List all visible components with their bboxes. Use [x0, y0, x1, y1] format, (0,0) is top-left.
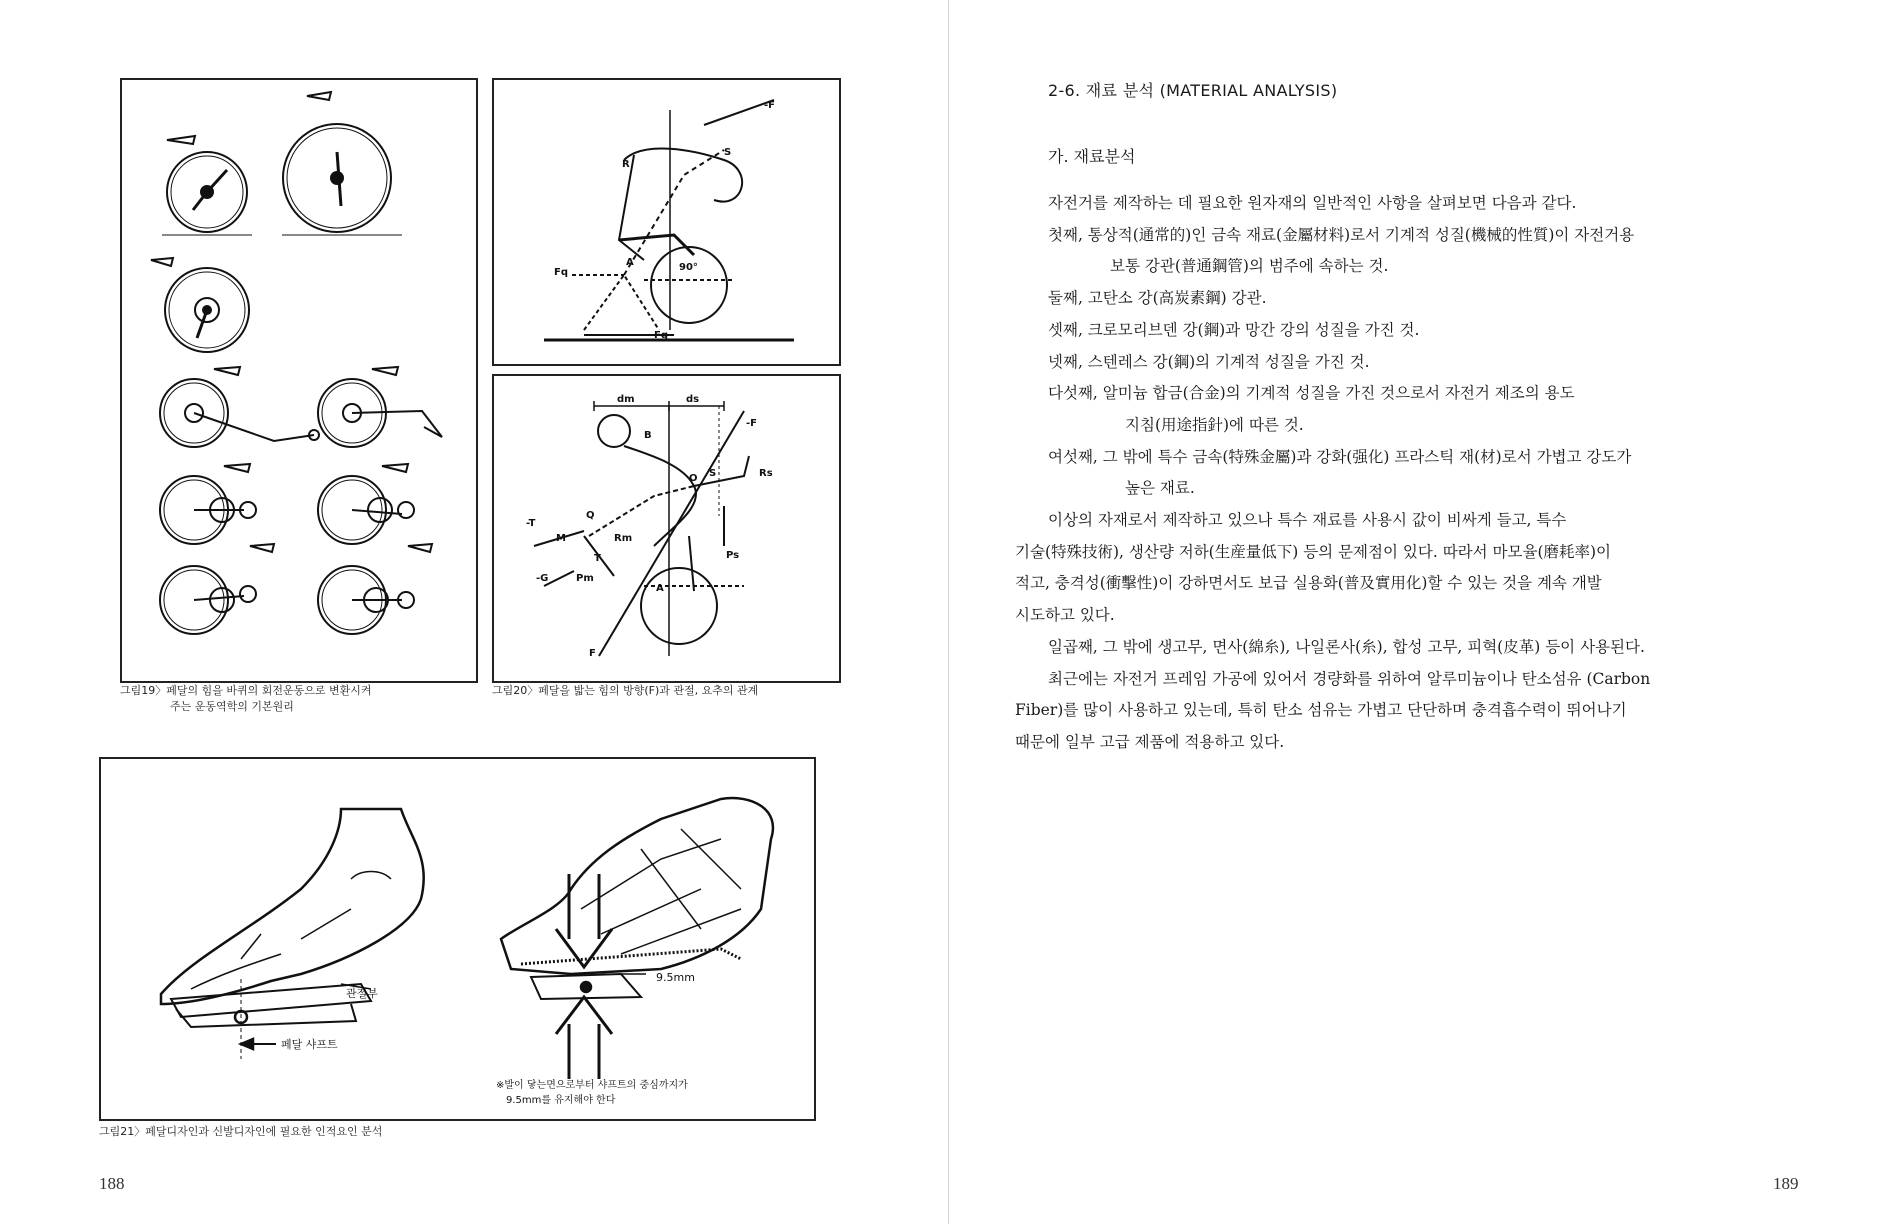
wheel-diagram	[318, 464, 414, 544]
paragraph-line: 자전거를 제작하는 데 필요한 원자재의 일반적인 사항을 살펴보면 다음과 같다.	[1048, 194, 1577, 212]
wheel-diagram	[318, 544, 432, 634]
page-number-left: 188	[99, 1174, 125, 1193]
paragraph-line: 때문에 일부 고급 제품에 적용하고 있다.	[1015, 732, 1285, 751]
figure-21-caption-text: 그림21〉페달디자인과 신발디자인에 필요한 인적요인 분석	[99, 1125, 383, 1138]
label-rs: Rs	[759, 468, 773, 479]
page-number-right: 189	[1773, 1174, 1799, 1193]
label-g-neg: -G	[536, 573, 549, 584]
paragraph-line: 기술(特殊技術), 생산량 저하(生産量低下) 등의 문제점이 있다. 따라서 마모율(磨耗率)이	[1015, 542, 1612, 561]
paragraph-line: Fiber)를 많이 사용하고 있는데, 특히 탄소 섬유는 가볍고 단단하며 충격흡수력이 뛰어나기	[1015, 701, 1627, 720]
paragraph-line: 최근에는 자전거 프레임 가공에 있어서 경량화를 위하여 알루미늄이나 탄소섬유 (Carbon	[1048, 669, 1651, 688]
figure-19-caption-line1: 그림19〉페달의 힘을 바퀴의 회전운동으로 변환시켜	[120, 684, 372, 697]
label-m: M	[556, 533, 566, 544]
figure-20-top-panel	[492, 78, 841, 366]
label-rm: Rm	[614, 533, 633, 544]
label-ps: Ps	[726, 550, 740, 561]
figure-20-bottom-illustration	[494, 376, 839, 681]
wheel-diagram	[160, 464, 256, 544]
label-o: O	[689, 473, 698, 484]
shaft-label: 페달 샤프트	[281, 1038, 338, 1051]
figure-19-panel	[120, 78, 478, 683]
figure-21-caption	[99, 1124, 382, 1140]
figure-21-note-line2: 9.5mm를 유지해야 한다	[506, 1095, 616, 1106]
wheel-diagram	[160, 544, 274, 634]
figure-20-caption-text: 그림20〉페달을 밟는 힘의 방향(F)과 관절, 요추의 관계	[492, 684, 759, 697]
paragraph-line: 지침(用途指針)에 따른 것.	[1125, 415, 1304, 434]
paragraph-line: 둘째, 고탄소 강(高炭素鋼) 강관.	[1048, 289, 1267, 308]
paragraph-line: 다섯째, 알미늄 합금(合金)의 기계적 성질을 가진 것으로서 자전거 제조의 용도	[1048, 384, 1575, 403]
figure-19-caption-line2: 주는 운동역학의 기본원리	[170, 700, 294, 713]
label-pm: Pm	[576, 573, 594, 584]
label-f-mid: -F	[746, 418, 757, 429]
paragraph-line: 이상의 자재로서 제작하고 있으나 특수 재료를 사용시 값이 비싸게 들고, 특수	[1048, 511, 1567, 530]
figure-20-top-illustration	[494, 80, 839, 364]
figure-20-caption	[492, 683, 758, 699]
body-text	[1015, 188, 1795, 759]
label-a-low: A	[656, 583, 664, 594]
wheel-diagram	[318, 367, 442, 447]
label-f: -F	[764, 100, 775, 111]
subsection-title: 가. 재료분석	[1048, 147, 1136, 166]
paragraph-line: 첫째, 통상적(通常的)인 금속 재료(金屬材料)로서 기계적 성질(機械的性質)이 자전거용	[1048, 225, 1635, 244]
figure-21-note-line1: ※발이 닿는면으로부터 샤프트의 중심까지가	[496, 1080, 688, 1091]
paragraph-line: 넷째, 스텐레스 강(鋼)의 기계적 성질을 가진 것.	[1048, 352, 1370, 371]
paragraph-line: 일곱째, 그 밖에 생고무, 면사(綿糸), 나일론사(糸), 합성 고무, 피혁(皮革) 등이 사용된다.	[1048, 637, 1645, 656]
paragraph-line: 셋째, 크로모리브덴 강(鋼)과 망간 강의 성질을 가진 것.	[1048, 320, 1420, 339]
label-t-neg: -T	[526, 518, 536, 529]
paragraph-line: 여섯째, 그 밖에 특수 금속(特殊金屬)과 강화(强化) 프라스틱 재(材)로서 가볍고 강도가	[1048, 447, 1632, 466]
section-title: 2-6. 재료 분석 (MATERIAL ANALYSIS)	[1048, 81, 1338, 100]
figure-19-illustration	[122, 80, 476, 681]
joint-label: 관절부	[346, 987, 378, 1000]
wheel-diagram	[167, 136, 247, 232]
label-b: B	[644, 430, 652, 441]
wheel-diagram	[283, 92, 391, 232]
label-s: S	[724, 147, 732, 158]
label-q: Q	[586, 510, 595, 521]
paragraph-line: 보통 강관(普通鋼管)의 범주에 속하는 것.	[1110, 257, 1389, 276]
label-t: T	[594, 553, 601, 564]
label-f-low: F	[589, 648, 596, 659]
label-a: A	[626, 257, 634, 268]
paragraph-line: 높은 재료.	[1125, 479, 1195, 498]
dimension-label: 9.5mm	[656, 971, 695, 984]
label-angle: 90°	[679, 262, 698, 273]
label-fq-bottom: Fq	[654, 330, 668, 341]
wheel-diagram	[160, 367, 319, 447]
figure-21-panel	[99, 757, 816, 1121]
wheel-diagram	[151, 258, 249, 352]
figure-20-bottom-panel	[492, 374, 841, 683]
figure-21-illustration	[101, 759, 814, 1119]
figure-19-caption	[120, 683, 372, 715]
label-fq: Fq	[554, 267, 568, 278]
label-r: R	[622, 159, 630, 170]
paragraph-line: 시도하고 있다.	[1015, 606, 1115, 625]
label-dm: dm	[617, 394, 635, 405]
label-s-mid: S	[709, 468, 717, 479]
label-ds: ds	[686, 394, 700, 405]
paragraph-line: 적고, 충격성(衝擊性)이 강하면서도 보급 실용화(普及實用化)할 수 있는 것을 계속 개발	[1015, 574, 1602, 593]
